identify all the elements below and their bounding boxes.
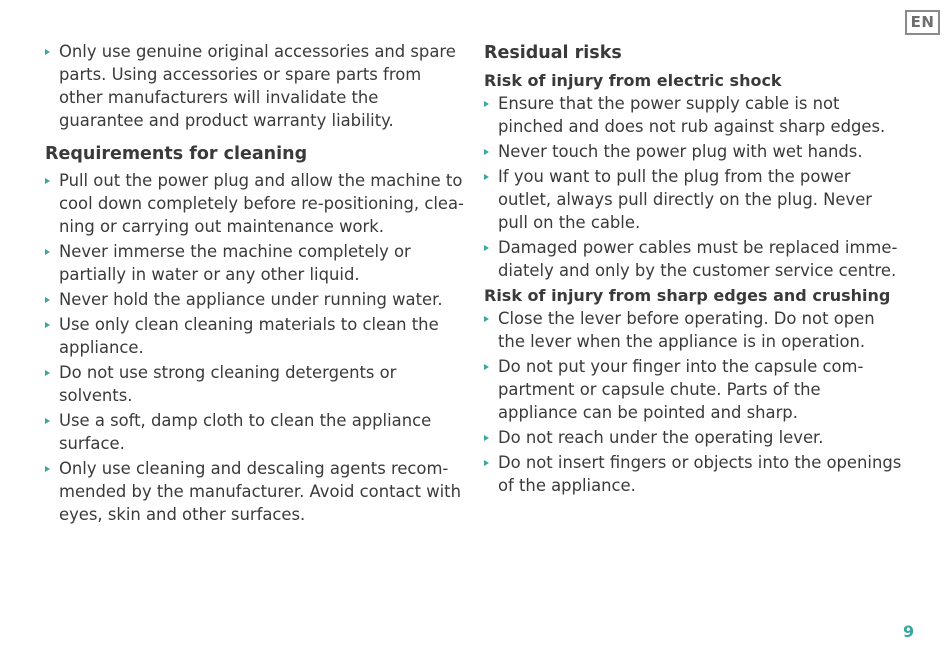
list-item-text: Only use cleaning and descaling agents recommended by the manufacturer. Avoid contact with eyes, skin and other surfaces. xyxy=(59,459,461,524)
bullet-triangle-icon xyxy=(484,245,489,251)
bullet-triangle-icon xyxy=(45,178,50,184)
bullet-triangle-icon xyxy=(484,460,489,466)
list-item xyxy=(484,236,904,282)
list-item xyxy=(45,240,465,286)
electric-shock-list xyxy=(484,92,904,282)
bullet-triangle-icon xyxy=(45,249,50,255)
bullet-triangle-icon xyxy=(45,322,50,328)
list-item-text: Do not reach under the operating lever. xyxy=(498,428,824,447)
list-item-text: Only use genuine original accessories and spare parts. Using accessories or spare parts from other manufacturers will invalidate the guarantee and product warranty liability. xyxy=(59,42,456,130)
electric-shock-subheading: Risk of injury from electric shock xyxy=(484,71,782,90)
bullet-triangle-icon xyxy=(484,435,489,441)
list-item-text: Close the lever before operating. Do not open the lever when the appliance is in operation. xyxy=(498,309,875,351)
intro-list xyxy=(45,40,465,132)
list-item xyxy=(45,361,465,407)
list-item-text: Pull out the power plug and allow the machine to cool down completely before re-positioning, cleaning or carrying out maintenance work. xyxy=(59,171,464,236)
cleaning-heading: Requirements for cleaning xyxy=(45,144,308,164)
list-item xyxy=(484,92,904,138)
language-badge: EN xyxy=(905,10,940,35)
bullet-triangle-icon xyxy=(45,418,50,424)
bullet-triangle-icon xyxy=(45,49,50,55)
sharp-edges-list xyxy=(484,307,904,497)
bullet-triangle-icon xyxy=(45,370,50,376)
list-item-text: Use only clean cleaning materials to clean the appliance. xyxy=(59,315,439,357)
list-item xyxy=(484,426,904,449)
left-column xyxy=(45,40,465,528)
list-item xyxy=(45,40,465,132)
list-item xyxy=(484,355,904,424)
list-item xyxy=(45,457,465,526)
bullet-triangle-icon xyxy=(484,149,489,155)
list-item xyxy=(484,165,904,234)
list-item-text: Never hold the appliance under running water. xyxy=(59,290,443,309)
residual-risks-heading: Residual risks xyxy=(484,43,622,63)
list-item-text: Never touch the power plug with wet hands. xyxy=(498,142,863,161)
list-item-text: Do not put your finger into the capsule compartment or capsule chute. Parts of the appliance can be pointed and sharp. xyxy=(498,357,864,422)
page-number: 9 xyxy=(903,622,915,641)
bullet-triangle-icon xyxy=(484,174,489,180)
list-item-text: Never immerse the machine completely or partially in water or any other liquid. xyxy=(59,242,411,284)
list-item xyxy=(45,409,465,455)
list-item-text: Use a soft, damp cloth to clean the appliance surface. xyxy=(59,411,432,453)
list-item-text: Do not insert fingers or objects into the openings of the appliance. xyxy=(498,453,902,495)
bullet-triangle-icon xyxy=(484,101,489,107)
list-item-text: Ensure that the power supply cable is not pinched and does not rub against sharp edges. xyxy=(498,94,886,136)
sharp-edges-subheading: Risk of injury from sharp edges and crushing xyxy=(484,286,891,305)
list-item xyxy=(45,169,465,238)
list-item xyxy=(45,313,465,359)
list-item-text: Damaged power cables must be replaced immediately and only by the customer service centre. xyxy=(498,238,898,280)
bullet-triangle-icon xyxy=(484,316,489,322)
right-column xyxy=(484,40,904,499)
list-item xyxy=(484,307,904,353)
list-item xyxy=(45,288,465,311)
bullet-triangle-icon xyxy=(484,364,489,370)
list-item-text: Do not use strong cleaning detergents or solvents. xyxy=(59,363,397,405)
cleaning-list xyxy=(45,169,465,526)
bullet-triangle-icon xyxy=(45,466,50,472)
bullet-triangle-icon xyxy=(45,297,50,303)
list-item xyxy=(484,140,904,163)
list-item-text: If you want to pull the plug from the power outlet, always pull directly on the plug. Never pull on the cable. xyxy=(498,167,873,232)
list-item xyxy=(484,451,904,497)
